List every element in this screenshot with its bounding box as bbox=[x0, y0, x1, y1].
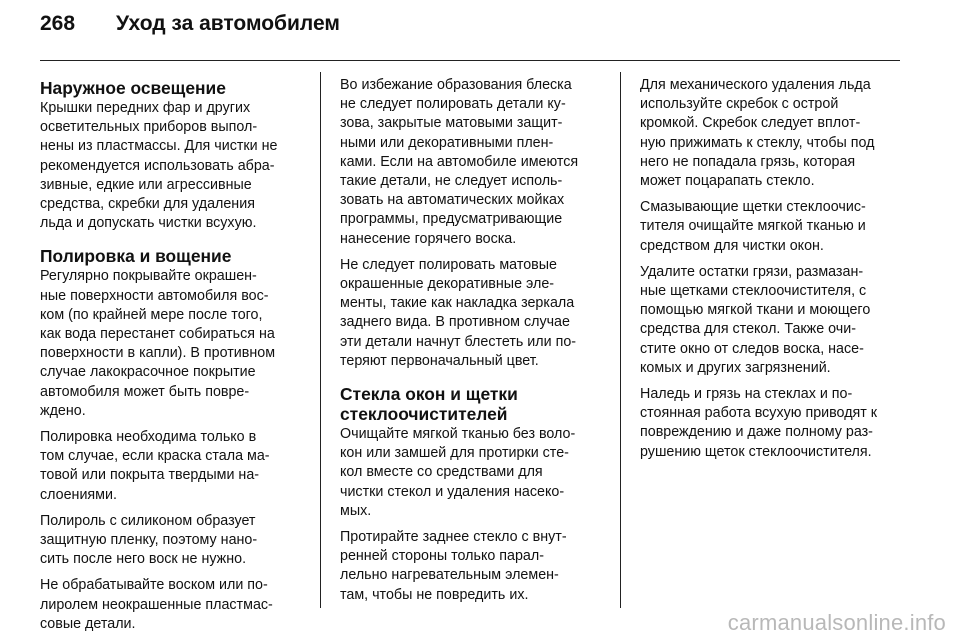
column-1 bbox=[40, 76, 308, 641]
page-header bbox=[40, 12, 340, 46]
paragraph: Регулярно покрывайте окрашен- ные поверхности автомобиля вос- ком (по крайней мере после того, как вода перестанет собираться на поверхности в капли). В противном случае лакокрасочное покрытие автомобиля может быть повре- ждено. bbox=[40, 268, 276, 419]
column-divider bbox=[620, 72, 621, 608]
paragraph: Очищайте мягкой тканью без воло- кон или замшей для протирки сте- кол вместе со средствами для чистки стекол и удаления насеко- мых. bbox=[340, 426, 576, 519]
section-heading-polishing: Полировка и вощение bbox=[40, 246, 232, 267]
paragraph: Удалите остатки грязи, размазан- ные щетками стеклоочистителя, с помощью мягкой ткани и моющего средства для стекол. Также очи- стите окно от следов воска, насе- комых и других загрязнений. bbox=[640, 263, 871, 376]
paragraph: Протирайте заднее стекло с внут- ренней стороны только парал- лельно нагревательным элемен- там, чтобы не повредить их. bbox=[340, 529, 567, 603]
paragraph: Крышки передних фар и других осветительных приборов выпол- нены из пластмассы. Для чистки не рекомендуется использовать абра- зивные, едкие или агрессивные средства, скребки для удаления льда и допускать чистки всухую. bbox=[40, 100, 278, 232]
column-3 bbox=[640, 76, 906, 469]
paragraph: Смазывающие щетки стеклоочис- тителя очищайте мягкой тканью и средством для чистки окон. bbox=[640, 199, 866, 254]
header-divider bbox=[40, 60, 900, 61]
section-heading-windows-wipers: Стекла окон и щетки стеклоочистителей bbox=[340, 384, 518, 425]
column-divider bbox=[320, 72, 321, 608]
paragraph: Не обрабатывайте воском или по- лиролем неокрашенные пластмас- совые детали. bbox=[40, 577, 273, 632]
chapter-title: Уход за автомобилем bbox=[116, 12, 340, 35]
page-number: 268 bbox=[40, 12, 76, 35]
paragraph: Полироль с силиконом образует защитную пленку, поэтому нано- сить после него воск не нужно. bbox=[40, 512, 258, 568]
paragraph: Во избежание образования блеска не следует полировать детали ку- зова, закрытые матовыми защит- ными или декоративными плен- ками. Если на автомобиле имеются такие детали, не следует исполь- зовать на автоматических мойках программы, предусматривающие нанесение горячего воска. bbox=[340, 77, 579, 247]
column-2 bbox=[340, 76, 606, 612]
paragraph: Полировка необходима только в том случае, если краска стала ма- товой или покрыта твердыми на- слоениями. bbox=[40, 429, 270, 503]
paragraph: Для механического удаления льда используйте скребок с острой кромкой. Скребок следует вплот- ную прижимать к стеклу, чтобы под него не попадала грязь, которая может поцарапать стекло. bbox=[640, 77, 875, 190]
paragraph: Наледь и грязь на стеклах и по- стоянная работа всухую приводят к повреждению и даже полному раз- рушению щеток стеклоочистителя. bbox=[640, 386, 878, 460]
watermark: carmanualsonline.info bbox=[727, 610, 946, 635]
section-heading-exterior-lighting: Наружное освещение bbox=[40, 78, 226, 98]
paragraph: Не следует полировать матовые окрашенные декоративные эле- менты, такие как накладка зеркала заднего вида. В противном случае эти детали начнут блестеть или по- теряют первоначальный цвет. bbox=[340, 256, 577, 369]
